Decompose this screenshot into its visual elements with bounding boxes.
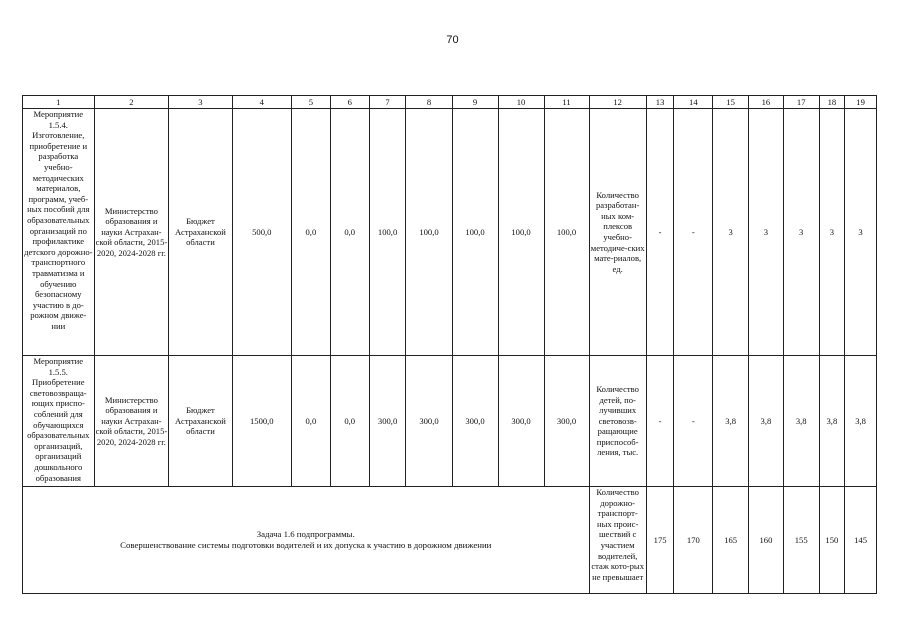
- indicator-text: Количество дорожно-транспорт-ных проис-шествий с участием водителей, стаж кото-рых не превышает: [591, 487, 644, 582]
- col-header: 16: [749, 96, 784, 109]
- col-header: 10: [498, 96, 544, 109]
- activity-cell: Мероприятие 1.5.5. Приобретение световозвраща-ющих приспо-соблений для обучающихся образовательных организаций, организаций дошкольного образования: [23, 356, 95, 487]
- indicator-cell: Количество разработан-ных ком-плексов учебно-методиче-ских мате-риалов, ед.: [589, 109, 646, 356]
- col-header: 18: [819, 96, 845, 109]
- col-header: 2: [94, 96, 169, 109]
- col-header: 7: [369, 96, 406, 109]
- col-header: 15: [713, 96, 749, 109]
- indicator-cell: Количество детей, по-лучивших световозв-ращающие приспособ-ления, тыс.: [589, 356, 646, 487]
- indicator-value-cell: -: [674, 356, 713, 487]
- year-value-cell: 100,0: [369, 109, 406, 356]
- col-header: 9: [452, 96, 498, 109]
- year-value-cell: 100,0: [406, 109, 452, 356]
- indicator-value-cell: -: [646, 109, 674, 356]
- col-header: 4: [232, 96, 291, 109]
- year-value-cell: 0,0: [330, 356, 369, 487]
- indicator-value-cell: 3,8: [845, 356, 877, 487]
- indicator-value-cell: 145: [845, 487, 877, 594]
- year-value-cell: 300,0: [369, 356, 406, 487]
- year-value-cell: 100,0: [498, 109, 544, 356]
- indicator-value-cell: 3: [783, 109, 819, 356]
- col-header: 13: [646, 96, 674, 109]
- col-header: 11: [544, 96, 589, 109]
- indicator-value-cell: 3: [713, 109, 749, 356]
- col-header: 6: [330, 96, 369, 109]
- task-cell: [23, 487, 590, 594]
- table-row: [23, 356, 877, 487]
- year-value-cell: 100,0: [452, 109, 498, 356]
- year-value-cell: 300,0: [498, 356, 544, 487]
- task-title: Задача 1.6 подпрограммы.: [256, 529, 355, 539]
- year-value-cell: 300,0: [406, 356, 452, 487]
- col-header: 19: [845, 96, 877, 109]
- source-cell: Бюджет Астраханской области: [169, 109, 232, 356]
- header-row: [23, 96, 877, 109]
- indicator-value-cell: 3,8: [713, 356, 749, 487]
- year-value-cell: 0,0: [291, 109, 330, 356]
- total-cell: 500,0: [232, 109, 291, 356]
- col-header: 17: [783, 96, 819, 109]
- year-value-cell: 0,0: [291, 356, 330, 487]
- activity-cell: Мероприятие 1.5.4. Изготовление, приобретение и разработка учебно-методических материалов, программ, учеб-ных пособий для образовательных организаций по профилактике детского дорожно-транспортного травматизма и обучению безопасному участию в до-рожном движе-нии: [23, 109, 95, 356]
- executor-cell: Министерство образования и науки Астрахан-ской области, 2015-2020, 2024-2028 гг.: [94, 356, 169, 487]
- indicator-value-cell: 3: [819, 109, 845, 356]
- indicator-value-cell: 160: [749, 487, 784, 594]
- indicator-value-cell: -: [646, 356, 674, 487]
- indicator-value-cell: 170: [674, 487, 713, 594]
- indicator-value-cell: 3: [749, 109, 784, 356]
- col-header: 12: [589, 96, 646, 109]
- indicator-value-cell: 175: [646, 487, 674, 594]
- col-header: 5: [291, 96, 330, 109]
- indicator-value-cell: 3,8: [819, 356, 845, 487]
- col-header: 3: [169, 96, 232, 109]
- indicator-value-cell: 165: [713, 487, 749, 594]
- year-value-cell: 300,0: [452, 356, 498, 487]
- year-value-cell: 100,0: [544, 109, 589, 356]
- indicator-value-cell: 3: [845, 109, 877, 356]
- col-header: 14: [674, 96, 713, 109]
- indicator-value-cell: -: [674, 109, 713, 356]
- indicator-value-cell: 150: [819, 487, 845, 594]
- task-row: [23, 487, 877, 594]
- year-value-cell: 0,0: [330, 109, 369, 356]
- indicator-value-cell: 3,8: [783, 356, 819, 487]
- source-cell: Бюджет Астраханской области: [169, 356, 232, 487]
- indicator-value-cell: 3,8: [749, 356, 784, 487]
- table-row: [23, 109, 877, 356]
- executor-cell: Министерство образования и науки Астрахан-ской области, 2015-2020, 2024-2028 гг.: [94, 109, 169, 356]
- program-table: [22, 95, 877, 594]
- page-number: 70: [446, 34, 459, 46]
- total-cell: 1500,0: [232, 356, 291, 487]
- indicator-value-cell: 155: [783, 487, 819, 594]
- task-description: Совершенствование системы подготовки водителей и их допуска к участию в дорожном движении: [120, 540, 492, 550]
- col-header: 1: [23, 96, 95, 109]
- year-value-cell: 300,0: [544, 356, 589, 487]
- col-header: 8: [406, 96, 452, 109]
- indicator-cell: [589, 487, 646, 594]
